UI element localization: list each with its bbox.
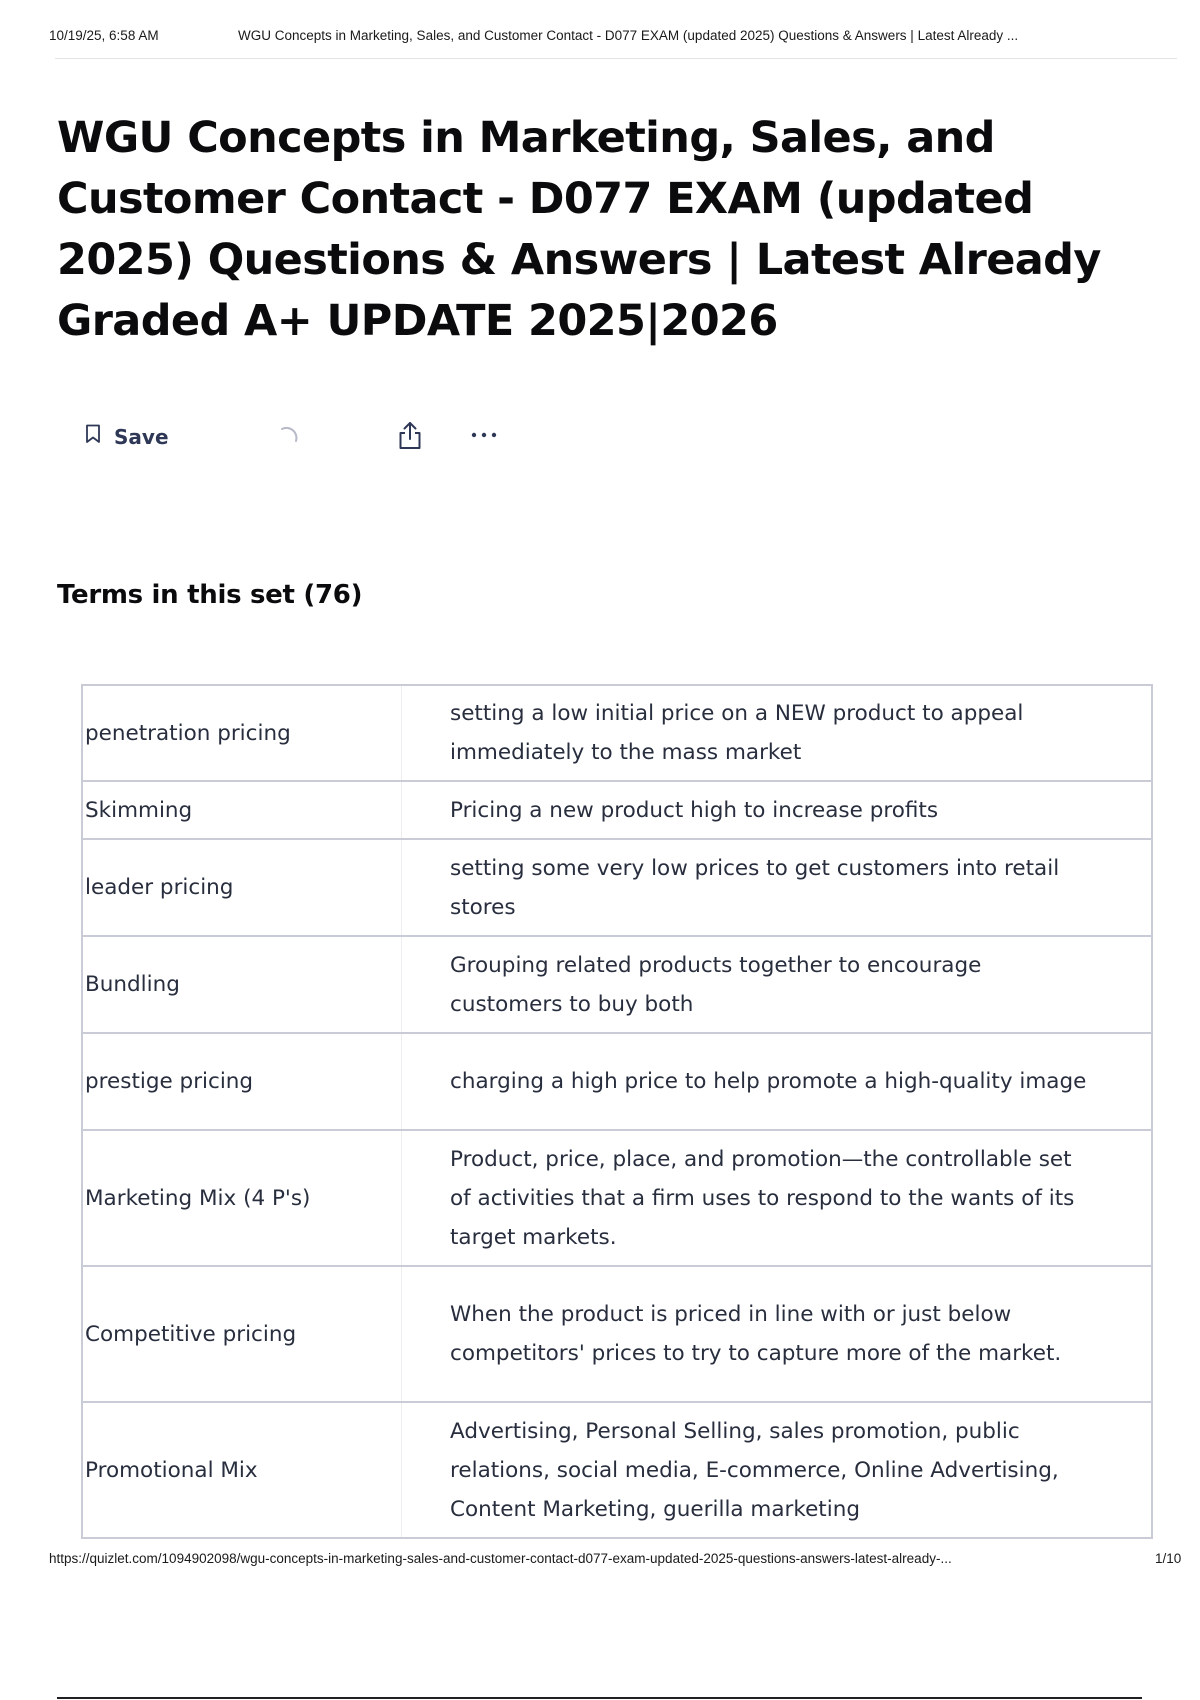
terms-table bbox=[81, 684, 1153, 1539]
term-row bbox=[82, 1402, 1152, 1538]
set-toolbar bbox=[84, 420, 524, 456]
share-icon[interactable] bbox=[395, 420, 425, 452]
term-text: prestige pricing bbox=[82, 1033, 402, 1130]
definition-text: charging a high price to help promote a high-quality image bbox=[402, 1033, 1153, 1130]
page-url: https://quizlet.com/1094902098/wgu-concepts-in-marketing-sales-and-customer-contact-d077-exam-updated-2025-questions-answers-latest-already-... bbox=[49, 1551, 952, 1566]
bottom-divider bbox=[57, 1697, 1142, 1699]
term-text: Competitive pricing bbox=[82, 1266, 402, 1402]
page-number: 1/10 bbox=[1155, 1551, 1182, 1566]
definition-text: Grouping related products together to encourage customers to buy both bbox=[402, 936, 1153, 1033]
print-document-title: WGU Concepts in Marketing, Sales, and Customer Contact - D077 EXAM (updated 2025) Questions & Answers | Latest Already ... bbox=[238, 28, 1019, 43]
header-divider bbox=[55, 58, 1177, 59]
term-text: Marketing Mix (4 P's) bbox=[82, 1130, 402, 1266]
save-label: Save bbox=[114, 424, 169, 449]
term-row bbox=[82, 781, 1152, 839]
term-text: Bundling bbox=[82, 936, 402, 1033]
terms-count-heading: Terms in this set (76) bbox=[57, 580, 363, 610]
definition-text: Product, price, place, and promotion—the controllable set of activities that a firm uses to respond to the wants of its target markets. bbox=[402, 1130, 1153, 1266]
print-date: 10/19/25, 6:58 AM bbox=[49, 28, 159, 43]
term-text: Skimming bbox=[82, 781, 402, 839]
term-row bbox=[82, 1130, 1152, 1266]
more-options-icon[interactable] bbox=[467, 422, 501, 448]
term-row bbox=[82, 1033, 1152, 1130]
term-row bbox=[82, 936, 1152, 1033]
definition-text: Pricing a new product high to increase profits bbox=[402, 781, 1153, 839]
page-title: WGU Concepts in Marketing, Sales, and Customer Contact - D077 EXAM (updated 2025) Questions & Answers | Latest Already Graded A+ UPDATE 2025|2026 bbox=[57, 113, 1101, 346]
term-text: penetration pricing bbox=[82, 685, 402, 781]
term-row bbox=[82, 685, 1152, 781]
term-row bbox=[82, 1266, 1152, 1402]
definition-text: setting a low initial price on a NEW product to appeal immediately to the mass market bbox=[402, 685, 1153, 781]
definition-text: Advertising, Personal Selling, sales promotion, public relations, social media, E-commerce, Online Advertising, Content Marketing, guerilla marketing bbox=[402, 1402, 1153, 1538]
save-button[interactable] bbox=[84, 424, 169, 449]
definition-text: When the product is priced in line with or just below competitors' prices to try to capture more of the market. bbox=[402, 1266, 1153, 1402]
definition-text: setting some very low prices to get customers into retail stores bbox=[402, 839, 1153, 936]
loading-spinner-icon bbox=[276, 424, 302, 450]
bookmark-icon bbox=[84, 424, 102, 449]
term-row bbox=[82, 839, 1152, 936]
term-text: Promotional Mix bbox=[82, 1402, 402, 1538]
term-text: leader pricing bbox=[82, 839, 402, 936]
